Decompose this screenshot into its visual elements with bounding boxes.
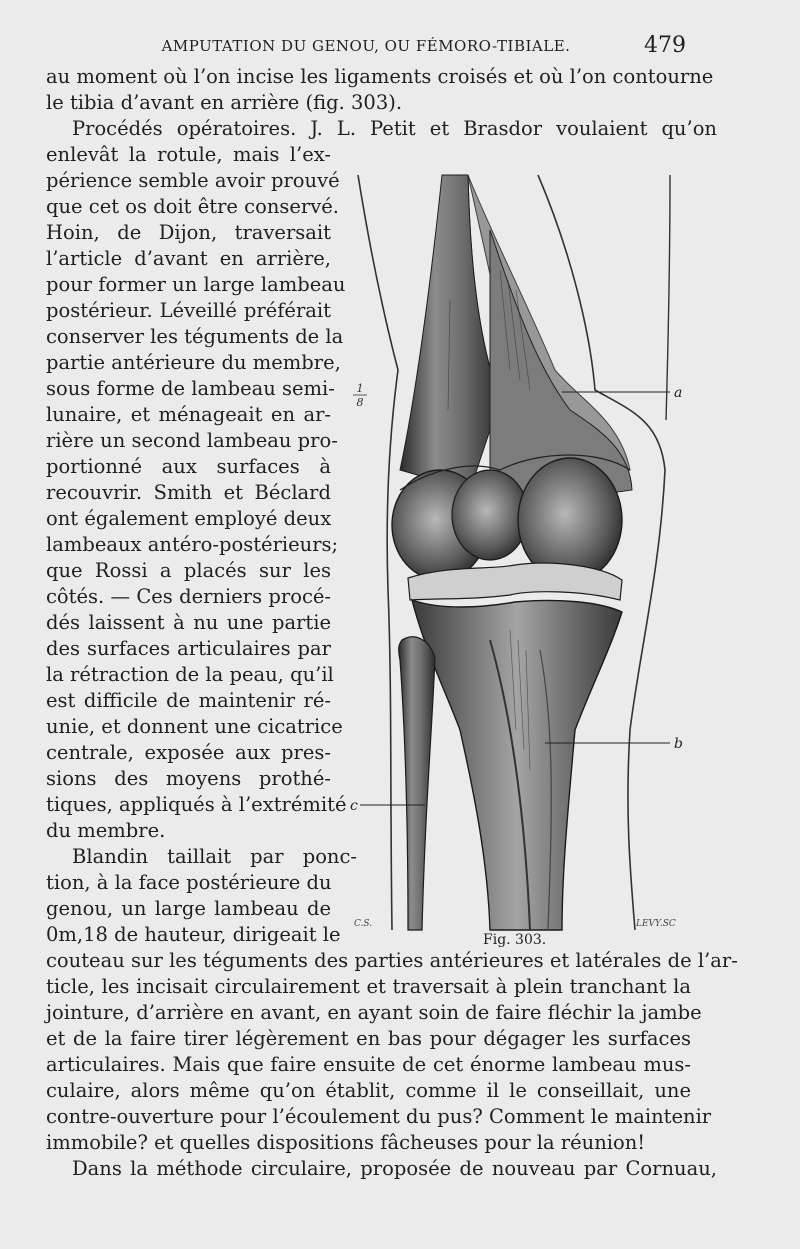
text-line: au moment où l’on incise les ligaments croisés et où l’on contourne <box>46 65 714 88</box>
text-line: Dans la méthode circulaire, proposée de nouveau par Cornuau, <box>72 1157 717 1180</box>
text-line: postérieur. Léveillé préférait <box>46 299 331 322</box>
text-line: des surfaces articulaires par <box>46 637 331 660</box>
text-line: rière un second lambeau pro- <box>46 429 338 452</box>
knee-illustration <box>340 170 690 950</box>
text-line: centrale, exposée aux pres- <box>46 741 331 764</box>
text-line: culaire, alors même qu’on établit, comme il le conseillait, une <box>46 1079 691 1102</box>
text-line: pour former un large lambeau <box>46 273 346 296</box>
label-b: b <box>674 736 683 752</box>
text-line: portionné aux surfaces à <box>46 455 331 478</box>
text-line: couteau sur les téguments des parties antérieures et latérales de l’ar- <box>46 949 738 972</box>
text-line: ticle, les incisait circulairement et traversait à plein tranchant la <box>46 975 691 998</box>
text-line: du membre. <box>46 819 166 842</box>
page-number: 479 <box>644 33 686 58</box>
text-line: recouvrir. Smith et Béclard <box>46 481 331 504</box>
running-header <box>46 33 686 61</box>
text-line: jointure, d’arrière en avant, en ayant soin de faire fléchir la jambe <box>46 1001 702 1024</box>
text-line: périence semble avoir prouvé <box>46 169 340 192</box>
text-line: que cet os doit être conservé. <box>46 195 339 218</box>
text-line: l’article d’avant en arrière, <box>46 247 331 270</box>
text-line: ont également employé deux <box>46 507 332 530</box>
text-line: lunaire, et ménageait en ar- <box>46 403 331 426</box>
signature-left: C.S. <box>354 919 373 929</box>
scale-denominator: 8 <box>356 396 364 409</box>
label-c: c <box>350 798 358 814</box>
text-line: dés laissent à nu une partie <box>46 611 331 634</box>
signature-right: LEVY.SC <box>636 919 676 929</box>
text-line: partie antérieure du membre, <box>46 351 341 374</box>
text-line: sous forme de lambeau semi- <box>46 377 335 400</box>
text-line: Procédés opératoires. J. L. Petit et Brasdor voulaient qu’on <box>72 117 717 140</box>
text-line: articulaires. Mais que faire ensuite de cet énorme lambeau mus- <box>46 1053 691 1076</box>
text-line: 0m,18 de hauteur, dirigeait le <box>46 923 341 946</box>
text-line: la rétraction de la peau, qu’il <box>46 663 334 686</box>
text-line: sions des moyens prothé- <box>46 767 331 790</box>
text-line: contre-ouverture pour l’écoulement du pus? Comment le maintenir <box>46 1105 712 1128</box>
text-line: le tibia d’avant en arrière (fig. 303). <box>46 91 403 114</box>
text-line: et de la faire tirer légèrement en bas pour dégager les surfaces <box>46 1027 691 1050</box>
text-line: tiques, appliqués à l’extrémité <box>46 793 347 816</box>
text-line: que Rossi a placés sur les <box>46 559 331 582</box>
scale-numerator: 1 <box>356 382 364 395</box>
text-line: est difficile de maintenir ré- <box>46 689 331 712</box>
text-line: Hoin, de Dijon, traversait <box>46 221 331 244</box>
text-line: immobile? et quelles dispositions fâcheuses pour la réunion! <box>46 1131 646 1154</box>
text-line: lambeaux antéro-postérieurs; <box>46 533 339 556</box>
label-a: a <box>674 385 683 401</box>
text-line: enlevât la rotule, mais l’ex- <box>46 143 331 166</box>
text-line: Blandin taillait par ponc- <box>72 845 357 868</box>
text-line: tion, à la face postérieure du <box>46 871 332 894</box>
knee-figure <box>340 170 690 950</box>
text-line: genou, un large lambeau de <box>46 897 331 920</box>
text-line: unie, et donnent une cicatrice <box>46 715 343 738</box>
figure-caption: Fig. 303. <box>483 932 547 948</box>
text-line: conserver les téguments de la <box>46 325 344 348</box>
text-line: côtés. — Ces derniers procé- <box>46 585 331 608</box>
running-title: AMPUTATION DU GENOU, OU FÉMORO-TIBIALE. <box>161 37 571 55</box>
